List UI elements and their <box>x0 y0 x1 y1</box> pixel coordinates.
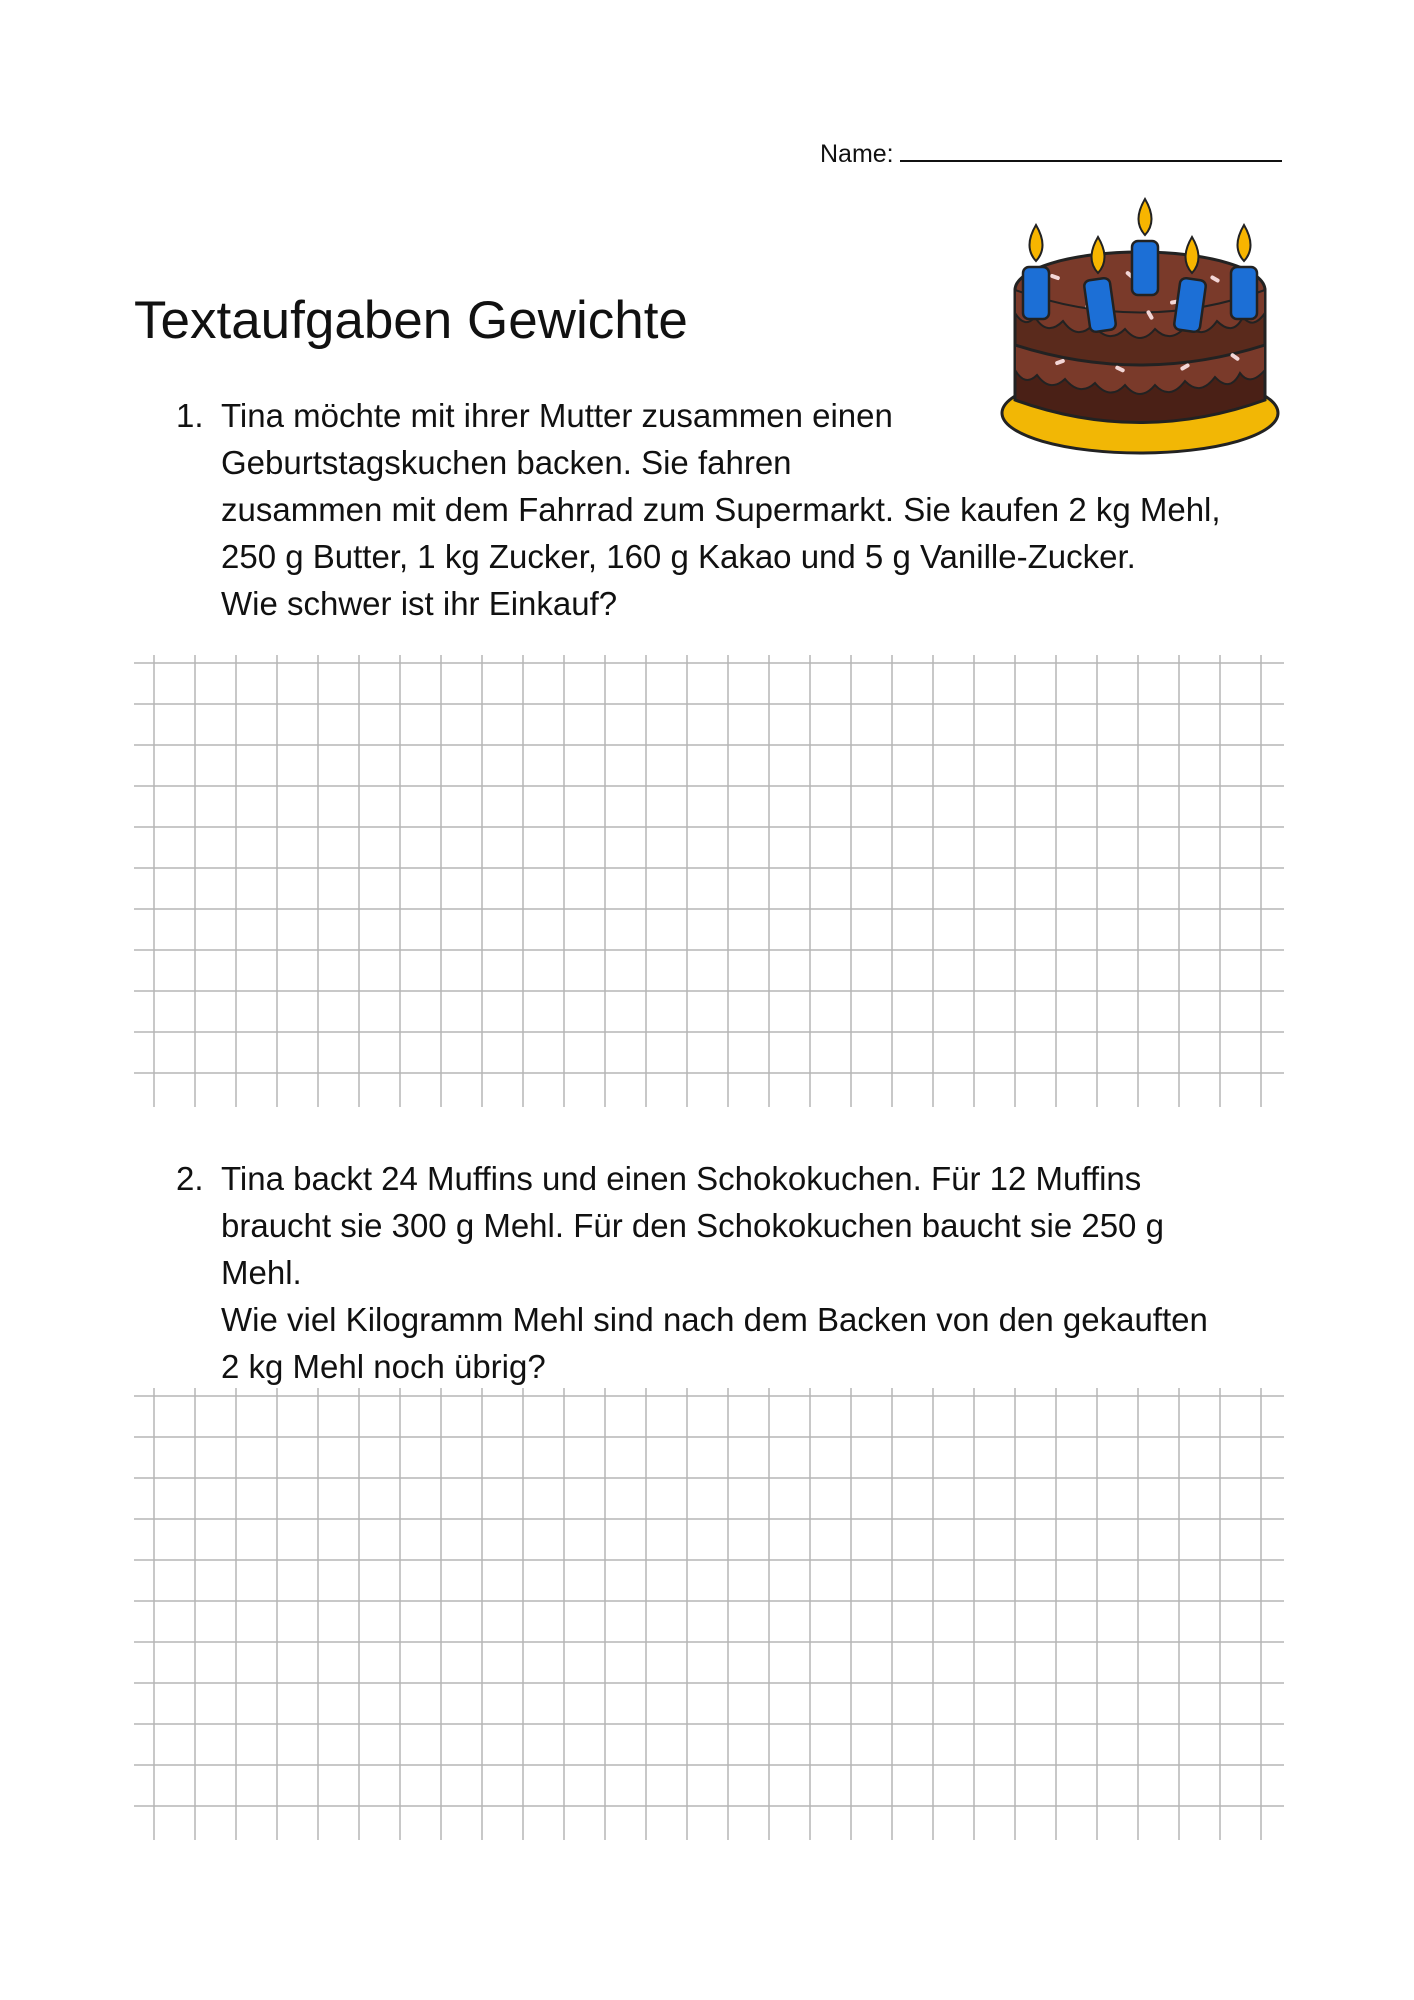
page-title: Textaufgaben Gewichte <box>134 291 688 350</box>
task-text-line: Tina backt 24 Muffins und einen Schokokuchen. Für 12 Muffins <box>221 1160 1142 1197</box>
task-text-line: 250 g Butter, 1 kg Zucker, 160 g Kakao und 5 g Vanille-Zucker. <box>221 538 1136 575</box>
task-number: 1. <box>176 397 204 434</box>
task-text-line: Tina möchte mit ihrer Mutter zusammen einen <box>221 397 893 434</box>
name-label: Name: <box>820 140 894 168</box>
task-text-line: braucht sie 300 g Mehl. Für den Schokokuchen baucht sie 250 g <box>221 1207 1164 1244</box>
task-text-line: Mehl. <box>221 1254 302 1291</box>
name-underline[interactable] <box>900 138 1282 162</box>
name-field[interactable] <box>820 138 1282 169</box>
task-text-line: Wie schwer ist ihr Einkauf? <box>221 585 618 622</box>
answer-grid-2[interactable] <box>134 1388 1284 1840</box>
task-text-line: 2 kg Mehl noch übrig? <box>221 1348 546 1385</box>
task-number: 2. <box>176 1160 204 1197</box>
task-text-line: Geburtstagskuchen backen. Sie fahren <box>221 444 792 481</box>
task-text-line: Wie viel Kilogramm Mehl sind nach dem Backen von den gekauften <box>221 1301 1208 1338</box>
task-text-line: zusammen mit dem Fahrrad zum Supermarkt. Sie kaufen 2 kg Mehl, <box>221 491 1221 528</box>
birthday-cake-icon <box>995 195 1285 470</box>
answer-grid-1[interactable] <box>134 655 1284 1107</box>
